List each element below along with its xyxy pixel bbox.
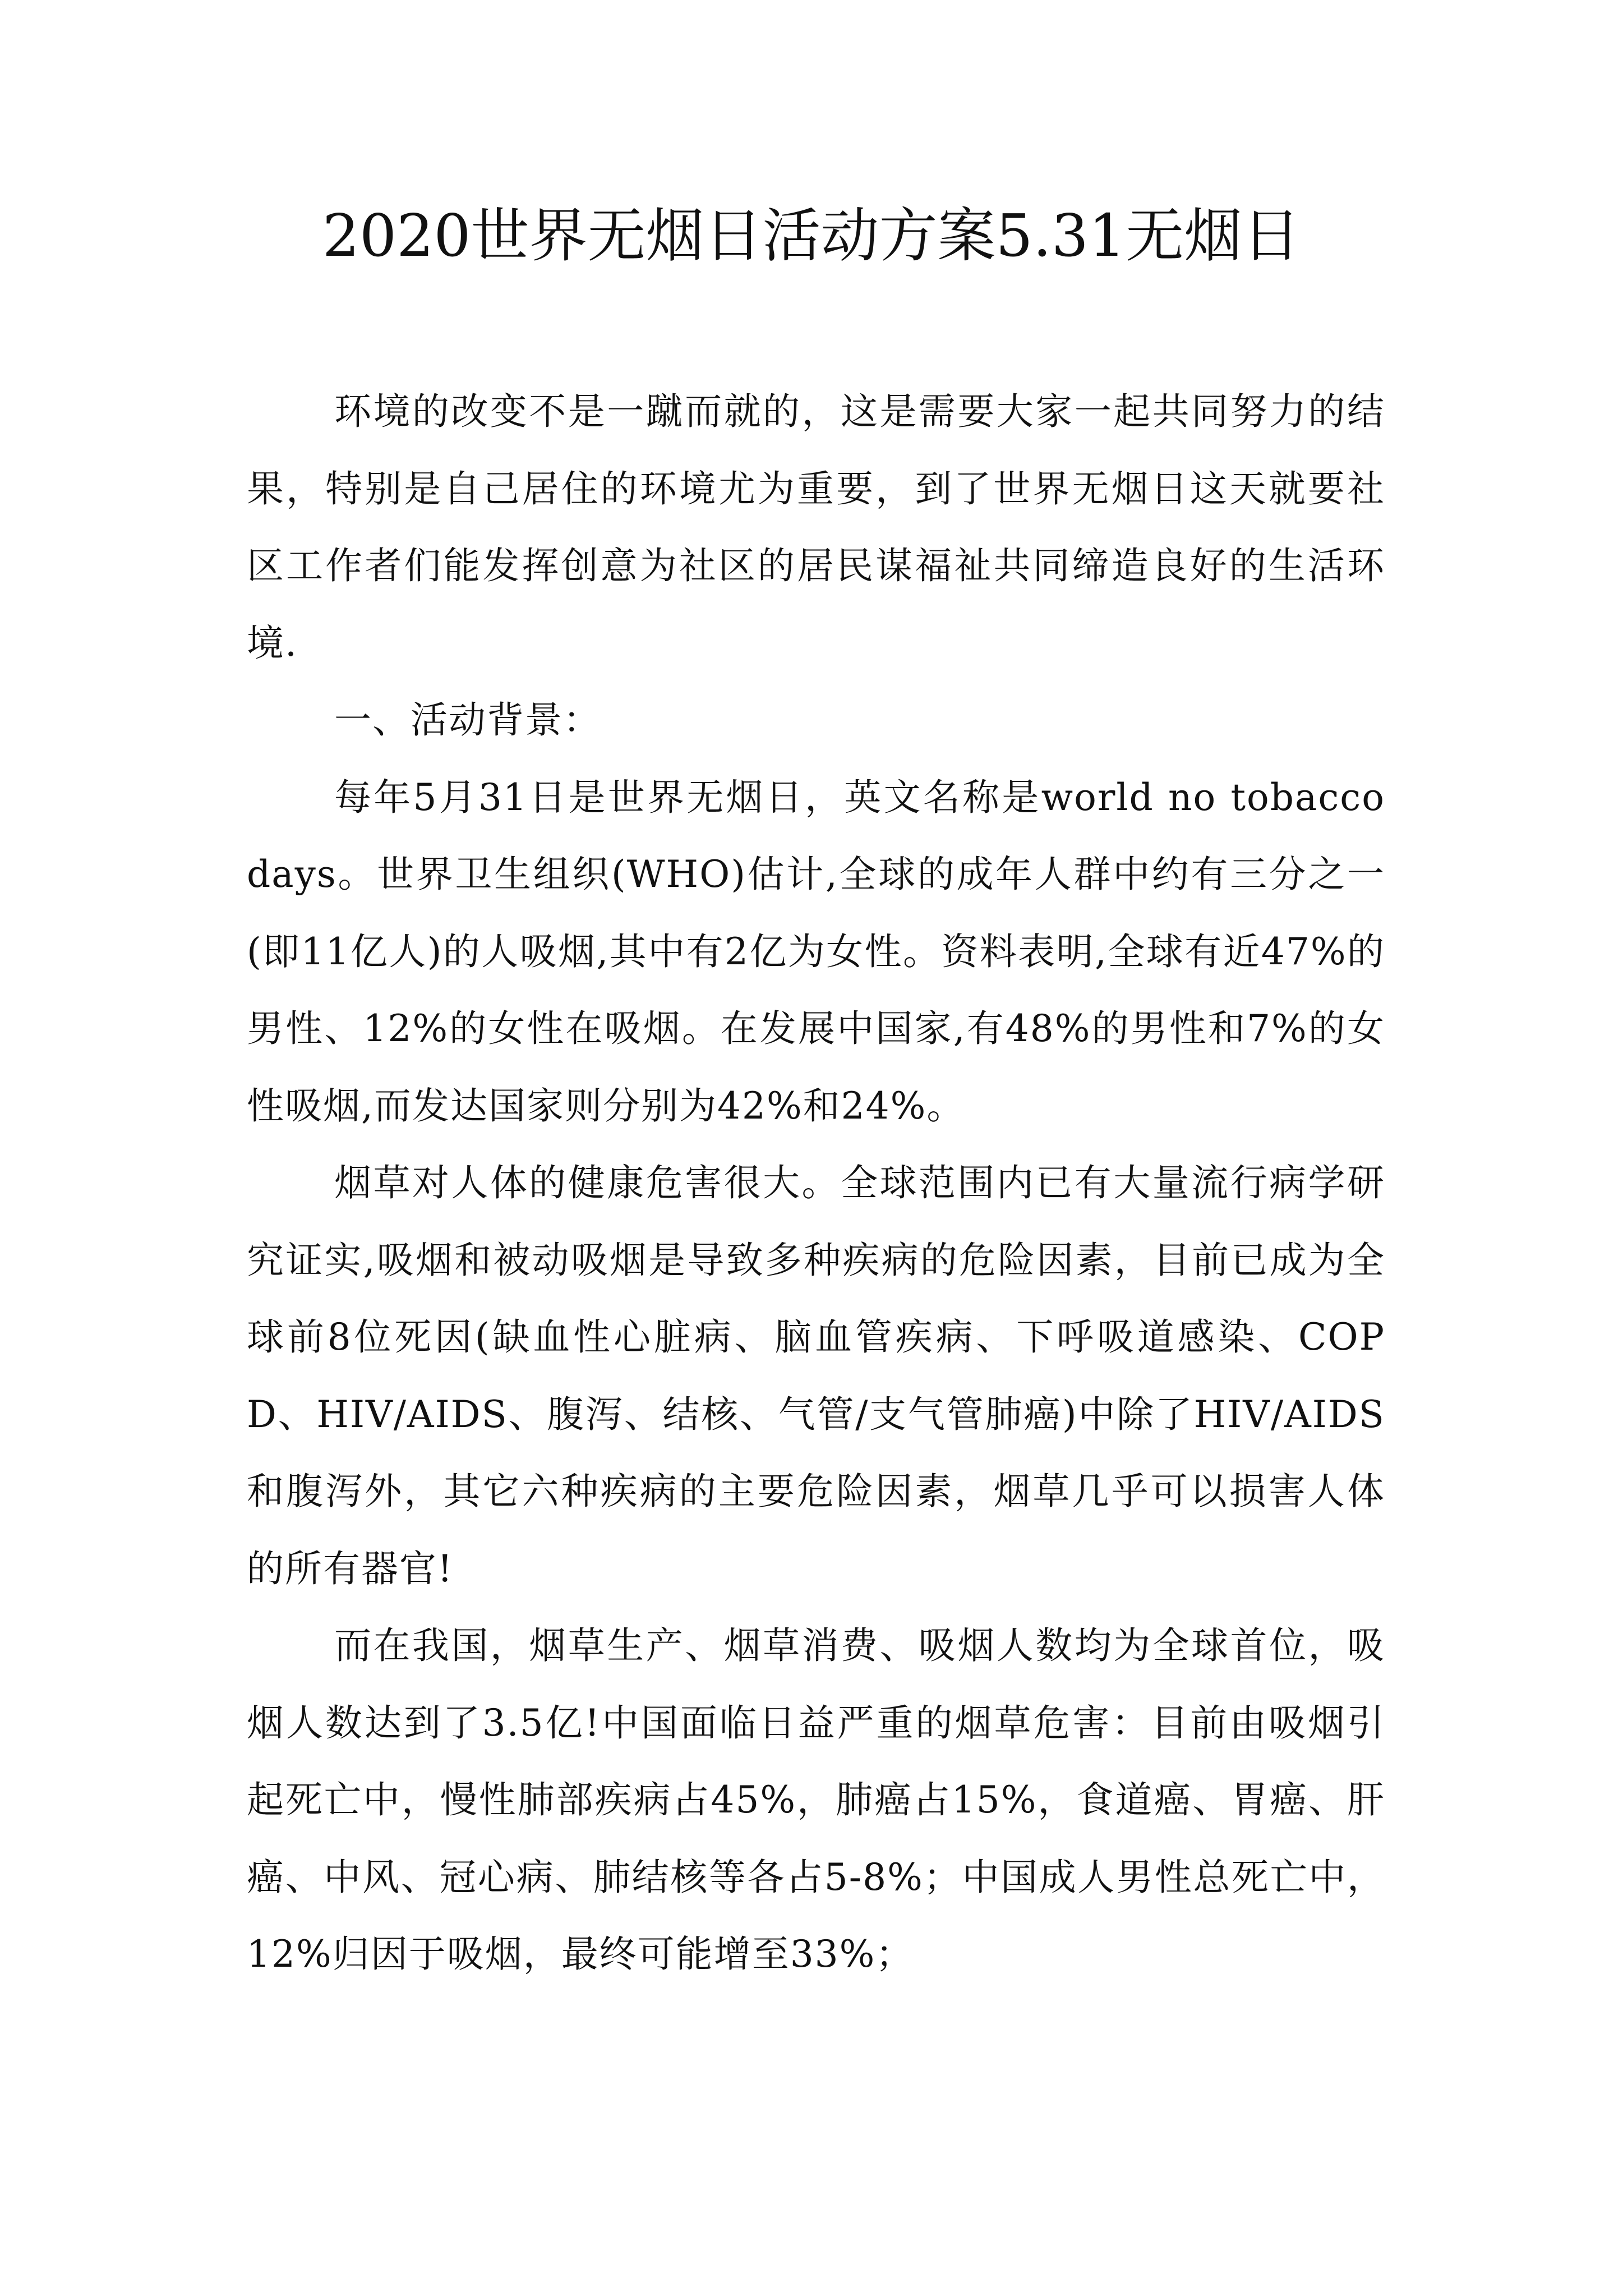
- section-heading-background: 一、活动背景：: [334, 698, 601, 742]
- document-body: [247, 373, 1385, 1993]
- paragraph-health-harm: 烟草对人体的健康危害很大。全球范围内已有大量流行病学研究证实,吸烟和被动吸烟是导致多种疾病的危险因素，目前已成为全球前8位死因(缺血性心脏病、脑血管疾病、下呼吸道感染、COPD、HIV/AIDS、腹泻、结核、气管/支气管肺癌)中除了HIV/AIDS和腹泻外，其它六种疾病的主要危险因素，烟草几乎可以损害人体的所有器官!: [247, 1161, 1385, 1590]
- paragraph-china-situation: 而在我国，烟草生产、烟草消费、吸烟人数均为全球首位，吸烟人数达到了3.5亿!中国面临日益严重的烟草危害：目前由吸烟引起死亡中，慢性肺部疾病占45%，肺癌占15%，食道癌、胃癌、肝癌、中风、冠心病、肺结核等各占5-8%；中国成人男性总死亡中，12%归因于吸烟，最终可能增至33%；: [247, 1624, 1385, 1976]
- page-title: 2020世界无烟日活动方案5.31无烟日: [322, 201, 1301, 270]
- intro-paragraph: 环境的改变不是一蹴而就的，这是需要大家一起共同努力的结果，特别是自己居住的环境尤为重要，到了世界无烟日这天就要社区工作者们能发挥创意为社区的居民谋福祉共同缔造良好的生活环境.: [247, 390, 1385, 665]
- paragraph-no-tobacco-day: 每年5月31日是世界无烟日，英文名称是world no tobacco days。世界卫生组织(WHO)估计,全球的成年人群中约有三分之一(即11亿人)的人吸烟,其中有2亿为女性。资料表明,全球有近47%的男性、12%的女性在吸烟。在发展中国家,有48%的男性和7%的女性吸烟,而发达国家则分别为42%和24%。: [247, 775, 1385, 1128]
